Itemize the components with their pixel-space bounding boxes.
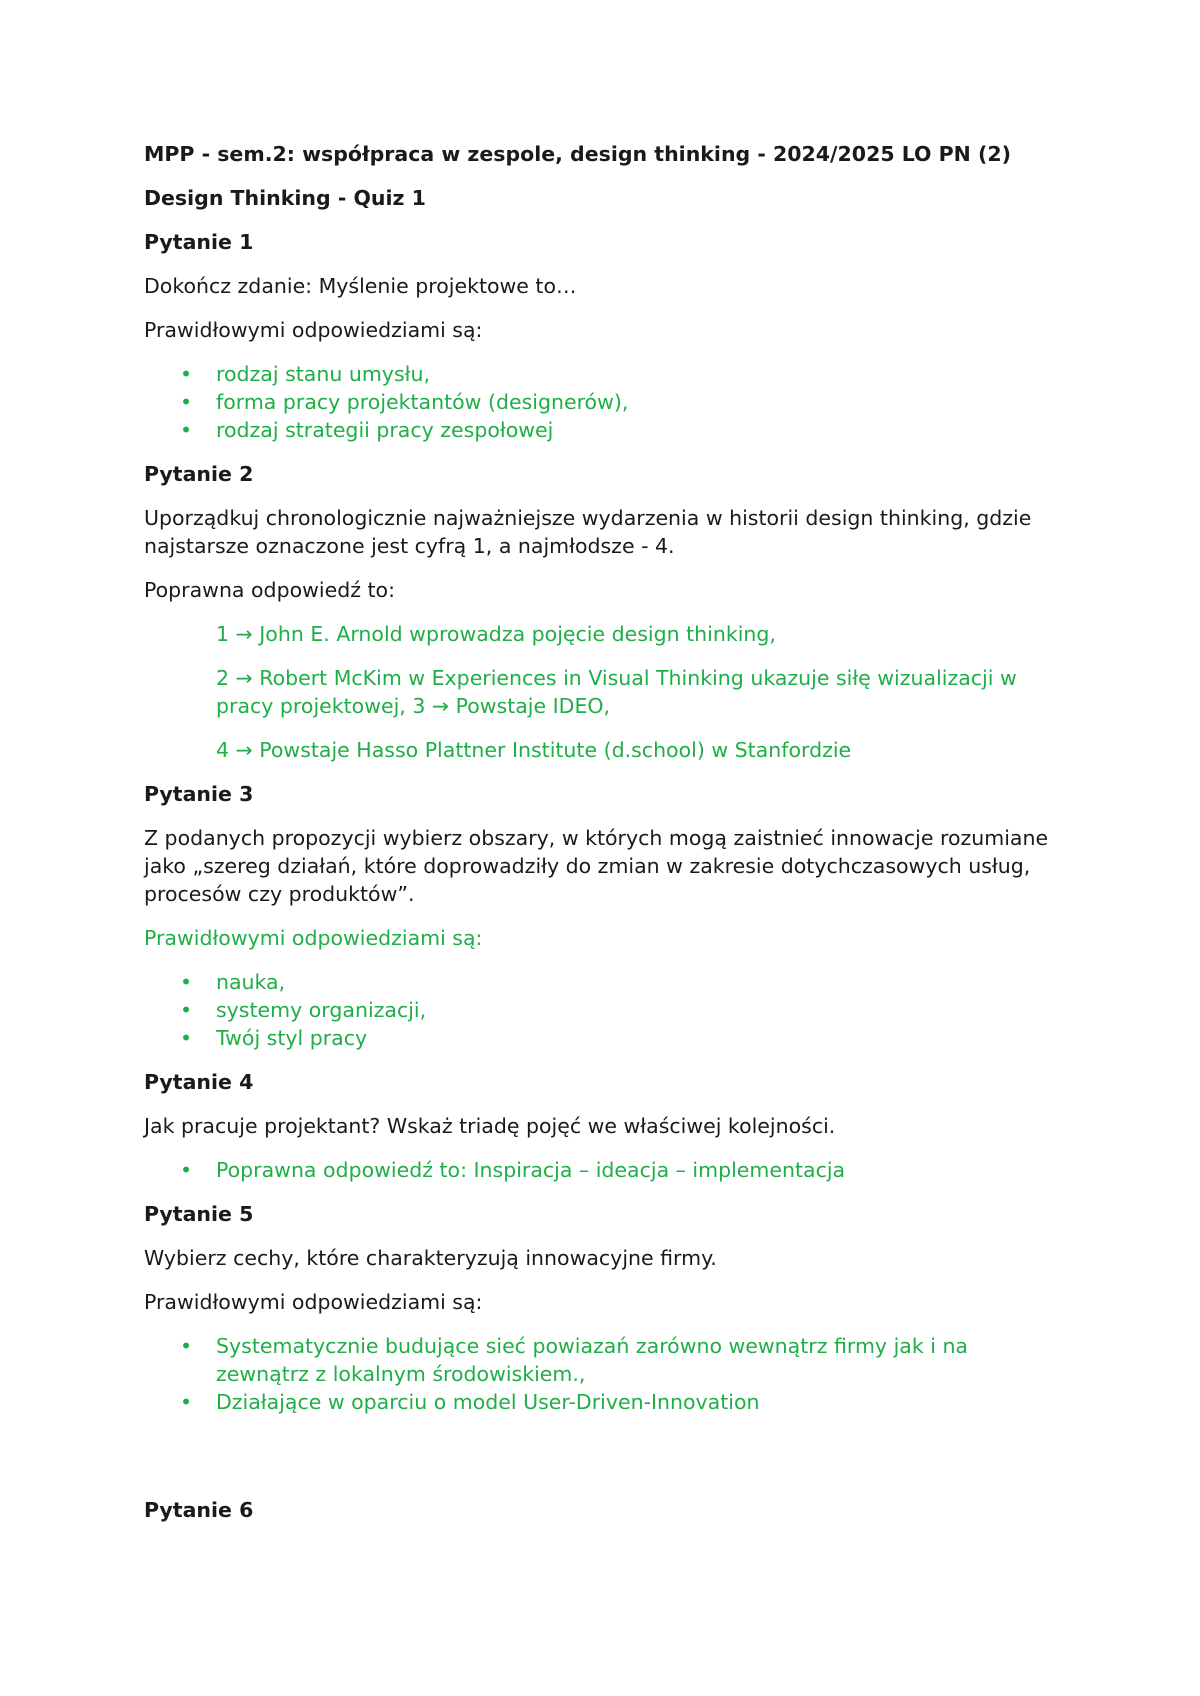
document-page bbox=[144, 140, 1064, 1540]
bullet-icon: • bbox=[180, 362, 193, 386]
list-item bbox=[180, 1332, 1064, 1388]
question-2-heading: Pytanie 2 bbox=[144, 462, 254, 486]
question-4-text: Jak pracuje projektant? Wskaż triadę pojęć we właściwej kolejności. bbox=[144, 1114, 836, 1138]
bullet-icon: • bbox=[180, 1158, 193, 1182]
question-5-heading: Pytanie 5 bbox=[144, 1202, 254, 1226]
list-item bbox=[180, 968, 1064, 996]
question-4-answers bbox=[144, 1156, 1064, 1184]
list-item bbox=[180, 996, 1064, 1024]
bullet-icon: • bbox=[180, 1334, 193, 1358]
answer-text: forma pracy projektantów (designerów), bbox=[216, 390, 629, 414]
list-item bbox=[180, 388, 1064, 416]
bullet-icon: • bbox=[180, 1390, 193, 1414]
list-item bbox=[180, 1388, 1064, 1416]
question-2-lead: Poprawna odpowiedź to: bbox=[144, 578, 395, 602]
quiz-title: Design Thinking - Quiz 1 bbox=[144, 186, 426, 210]
question-2-answer-1: 1 → John E. Arnold wprowadza pojęcie design thinking, bbox=[216, 622, 776, 646]
question-2-answer-3: 4 → Powstaje Hasso Plattner Institute (d.school) w Stanfordzie bbox=[216, 738, 852, 762]
question-6-heading: Pytanie 6 bbox=[144, 1498, 254, 1522]
question-1-lead: Prawidłowymi odpowiedziami są: bbox=[144, 318, 483, 342]
question-5-answers bbox=[144, 1332, 1064, 1416]
list-item bbox=[180, 1024, 1064, 1052]
answer-text: Poprawna odpowiedź to: Inspiracja – ideacja – implementacja bbox=[216, 1158, 846, 1182]
bullet-icon: • bbox=[180, 970, 193, 994]
question-1-answers bbox=[144, 360, 1064, 444]
question-5-text: Wybierz cechy, które charakteryzują innowacyjne firmy. bbox=[144, 1246, 717, 1270]
bullet-icon: • bbox=[180, 1026, 193, 1050]
answer-text: Systematycznie budujące sieć powiazań zarówno wewnątrz firmy jak i na zewnątrz z lokalnym środowiskiem., bbox=[216, 1334, 968, 1386]
answer-text: rodzaj stanu umysłu, bbox=[216, 362, 430, 386]
question-2-answer-2: 2 → Robert McKim w Experiences in Visual Thinking ukazuje siłę wizualizacji w pracy projektowej, 3 → Powstaje IDEO, bbox=[216, 666, 1017, 718]
answer-text: Twój styl pracy bbox=[216, 1026, 368, 1050]
question-1-text: Dokończ zdanie: Myślenie projektowe to… bbox=[144, 274, 577, 298]
document-title: MPP - sem.2: współpraca w zespole, design thinking - 2024/2025 LO PN (2) bbox=[144, 142, 1011, 166]
list-item bbox=[180, 1156, 1064, 1184]
question-1-heading: Pytanie 1 bbox=[144, 230, 254, 254]
question-3-heading: Pytanie 3 bbox=[144, 782, 254, 806]
question-5-lead: Prawidłowymi odpowiedziami są: bbox=[144, 1290, 483, 1314]
question-3-text: Z podanych propozycji wybierz obszary, w których mogą zaistnieć innowacje rozumiane jako „szereg działań, które doprowadziły do zmian w zakresie dotychczasowych usług, procesów czy produktów”. bbox=[144, 826, 1049, 906]
list-item bbox=[180, 360, 1064, 388]
spacer bbox=[144, 1432, 1064, 1496]
bullet-icon: • bbox=[180, 418, 193, 442]
answer-text: nauka, bbox=[216, 970, 286, 994]
question-3-lead: Prawidłowymi odpowiedziami są: bbox=[144, 926, 483, 950]
answer-text: Działające w oparciu o model User-Driven-Innovation bbox=[216, 1390, 760, 1414]
list-item bbox=[180, 416, 1064, 444]
bullet-icon: • bbox=[180, 390, 193, 414]
question-4-heading: Pytanie 4 bbox=[144, 1070, 254, 1094]
answer-text: systemy organizacji, bbox=[216, 998, 427, 1022]
answer-text: rodzaj strategii pracy zespołowej bbox=[216, 418, 554, 442]
bullet-icon: • bbox=[180, 998, 193, 1022]
question-2-text: Uporządkuj chronologicznie najważniejsze wydarzenia w historii design thinking, gdzie najstarsze oznaczone jest cyfrą 1, a najmłodsze - 4. bbox=[144, 506, 1032, 558]
question-3-answers bbox=[144, 968, 1064, 1052]
